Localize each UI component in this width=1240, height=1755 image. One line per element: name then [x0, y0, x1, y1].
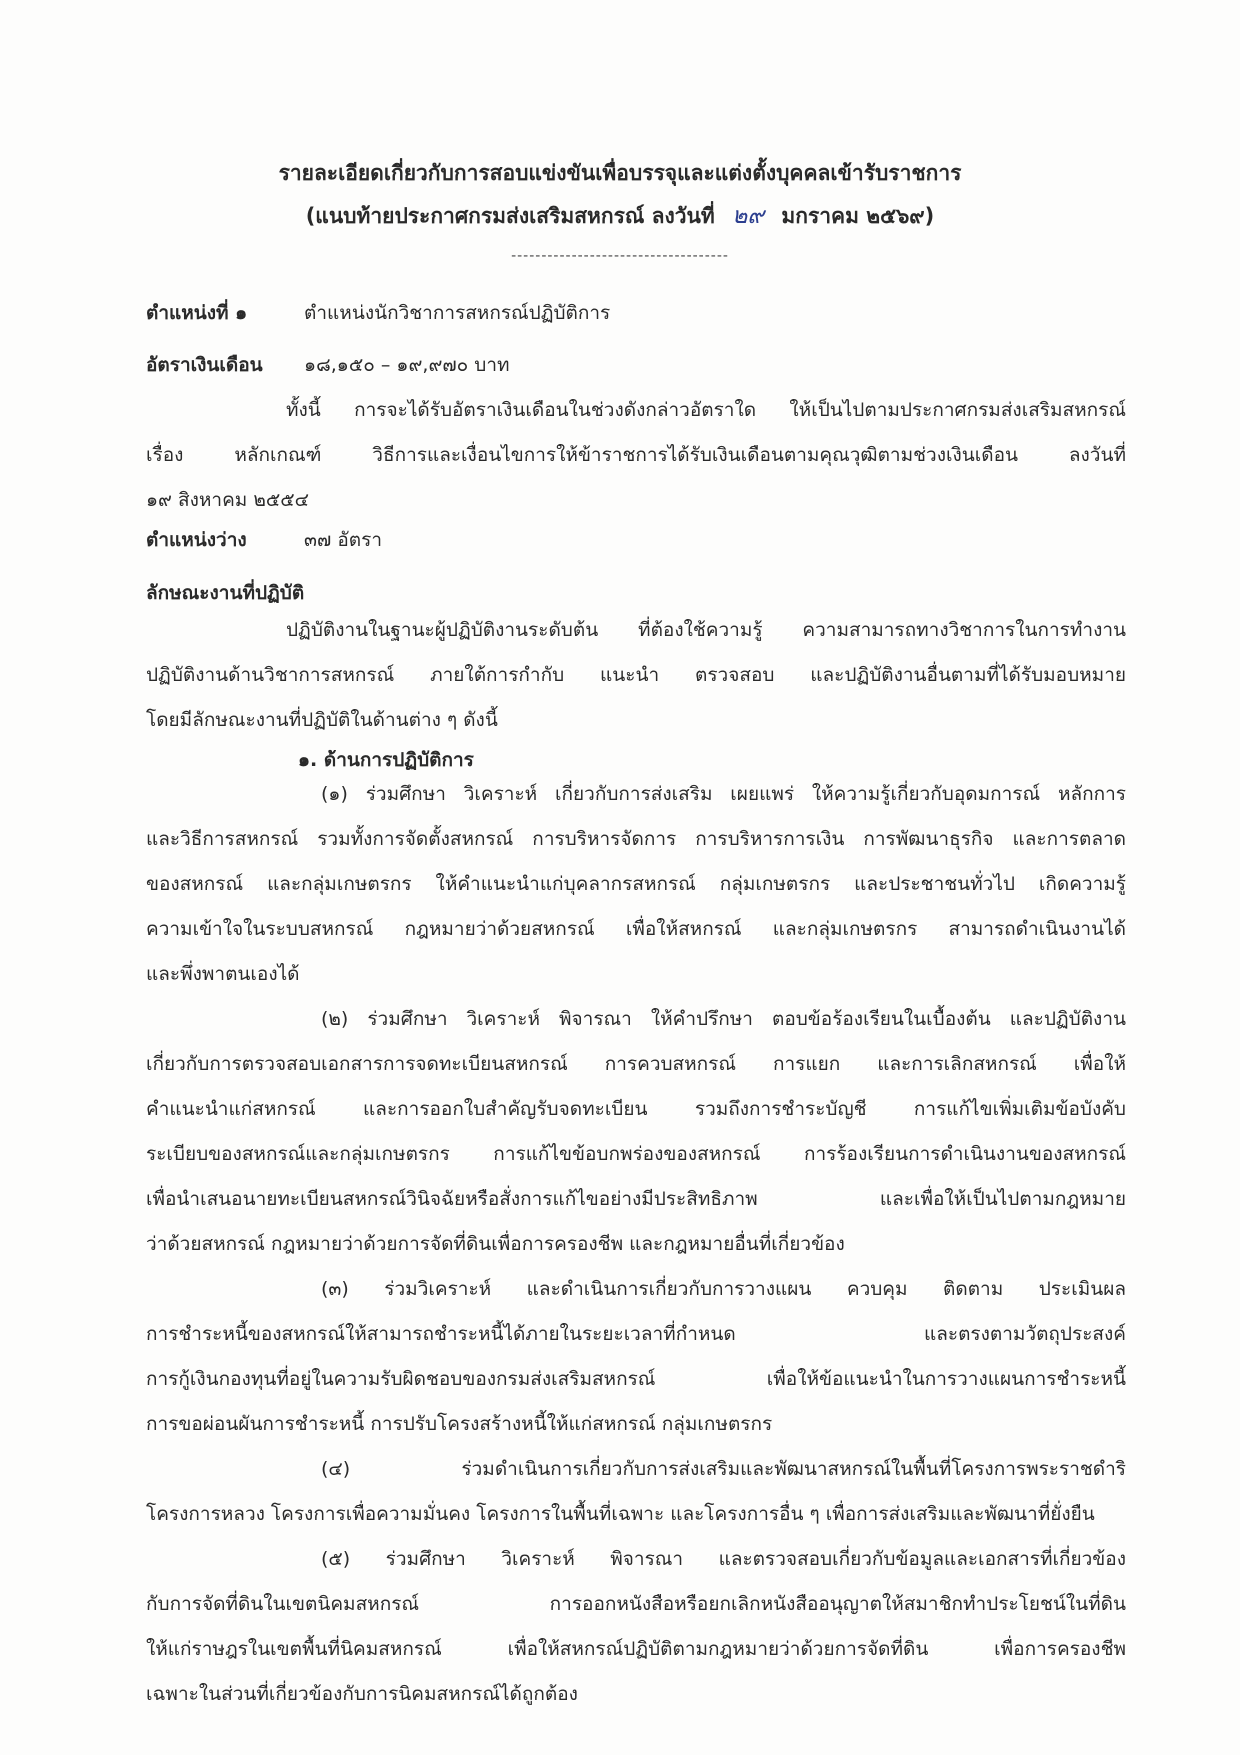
position-label: ตำแหน่งที่ ๑ — [146, 302, 248, 324]
duty-item-line: เพื่อนำเสนอนายทะเบียนสหกรณ์วินิจฉัยหรือสั่งการแก้ไขอย่างมีประสิทธิภาพ และเพื่อให้เป็นไปตามกฎหมาย — [146, 1188, 1126, 1210]
duty-item-line: (๓) ร่วมวิเคราะห์ และดำเนินการเกี่ยวกับการวางแผน ควบคุม ติดตาม ประเมินผล — [321, 1278, 1126, 1300]
duties-intro — [146, 608, 1126, 743]
position-value: ตำแหน่งนักวิชาการสหกรณ์ปฏิบัติการ — [304, 302, 611, 324]
salary-note-line: เรื่อง หลักเกณฑ์ วิธีการและเงื่อนไขการให้ข้าราชการได้รับเงินเดือนตามคุณวุฒิตามช่วงเงินเดือน ลงวันที่ — [146, 444, 1126, 466]
vacancy-row — [146, 525, 382, 555]
duty-item-line: (๕) ร่วมศึกษา วิเคราะห์ พิจารณา และตรวจสอบเกี่ยวกับข้อมูลและเอกสารที่เกี่ยวข้อง — [321, 1548, 1126, 1570]
duty-item-line: ระเบียบของสหกรณ์และกลุ่มเกษตรกร การแก้ไขข้อบกพร่องของสหกรณ์ การร้องเรียนการดำเนินงานของสหกรณ์ — [146, 1143, 1126, 1165]
salary-note-line: ทั้งนี้ การจะได้รับอัตราเงินเดือนในช่วงดังกล่าวอัตราใด ให้เป็นไปตามประกาศกรมส่งเสริมสหกรณ์ — [286, 399, 1126, 421]
duties-intro-line: ปฏิบัติงานด้านวิชาการสหกรณ์ ภายใต้การกำกับ แนะนำ ตรวจสอบ และปฏิบัติงานอื่นตามที่ได้รับมอบหมาย — [146, 664, 1126, 686]
duty-item-2 — [146, 997, 1126, 1267]
duty-item-line: การกู้เงินกองทุนที่อยู่ในความรับผิดชอบของกรมส่งเสริมสหกรณ์ เพื่อให้ข้อแนะนำในการวางแผนการชำระหนี้ — [146, 1368, 1126, 1390]
position-row — [146, 298, 610, 328]
document-title: รายละเอียดเกี่ยวกับการสอบแข่งขันเพื่อบรรจุและแต่งตั้งบุคคลเข้ารับราชการ — [278, 161, 962, 185]
duty-item-line: กับการจัดที่ดินในเขตนิคมสหกรณ์ การออกหนังสือหรือยกเลิกหนังสืออนุญาตให้สมาชิกทำประโยชน์ในที่ดิน — [146, 1593, 1126, 1615]
section1-heading: ๑. ด้านการปฏิบัติการ — [298, 749, 474, 771]
subtitle-prefix: (แนบท้ายประกาศกรมส่งเสริมสหกรณ์ ลงวันที่ — [305, 204, 715, 228]
duty-item-line: เฉพาะในส่วนที่เกี่ยวข้องกับการนิคมสหกรณ์ได้ถูกต้อง — [146, 1683, 578, 1705]
duty-item-line: การชำระหนี้ของสหกรณ์ให้สามารถชำระหนี้ได้ภายในระยะเวลาที่กำหนด และตรงตามวัตถุประสงค์ — [146, 1323, 1126, 1345]
duties-intro-line: โดยมีลักษณะงานที่ปฏิบัติในด้านต่าง ๆ ดังนี้ — [146, 709, 498, 731]
salary-note — [146, 388, 1126, 523]
salary-row — [146, 350, 510, 380]
handwritten-day: ๒๙ — [732, 203, 765, 229]
divider-line: ------------------------------------ — [511, 248, 729, 264]
vacancy-label: ตำแหน่งว่าง — [146, 529, 247, 551]
duty-item-line: และวิธีการสหกรณ์ รวมทั้งการจัดตั้งสหกรณ์ การบริหารจัดการ การบริหารการเงิน การพัฒนาธุรกิจ และการตลาด — [146, 828, 1126, 850]
duty-item-line: เกี่ยวกับการตรวจสอบเอกสารการจดทะเบียนสหกรณ์ การควบสหกรณ์ การแยก และการเลิกสหกรณ์ เพื่อให้ — [146, 1053, 1126, 1075]
duty-item-line: ว่าด้วยสหกรณ์ กฎหมายว่าด้วยการจัดที่ดินเพื่อการครองชีพ และกฎหมายอื่นที่เกี่ยวข้อง — [146, 1233, 845, 1255]
document-subtitle — [0, 198, 1240, 234]
duty-item-5 — [146, 1537, 1126, 1717]
subtitle-suffix: มกราคม ๒๕๖๙) — [781, 204, 935, 228]
duties-intro-line: ปฏิบัติงานในฐานะผู้ปฏิบัติงานระดับต้น ที่ต้องใช้ความรู้ ความสามารถทางวิชาการในการทำงาน — [286, 619, 1126, 641]
salary-value: ๑๘,๑๕๐ – ๑๙,๙๗๐ บาท — [304, 354, 510, 376]
duty-item-line: ให้แก่ราษฎรในเขตพื้นที่นิคมสหกรณ์ เพื่อให้สหกรณ์ปฏิบัติตามกฎหมายว่าด้วยการจัดที่ดิน เพื่อการครองชีพ — [146, 1638, 1126, 1660]
duty-item-line: (๔) ร่วมดำเนินการเกี่ยวกับการส่งเสริมและพัฒนาสหกรณ์ในพื้นที่โครงการพระราชดำริ — [321, 1458, 1126, 1480]
duty-item-line: (๑) ร่วมศึกษา วิเคราะห์ เกี่ยวกับการส่งเสริม เผยแพร่ ให้ความรู้เกี่ยวกับอุดมการณ์ หลักการ — [321, 783, 1126, 805]
duty-item-line: การขอผ่อนผันการชำระหนี้ การปรับโครงสร้างหนี้ให้แก่สหกรณ์ กลุ่มเกษตรกร — [146, 1413, 773, 1435]
duty-item-line: คำแนะนำแก่สหกรณ์ และการออกใบสำคัญรับจดทะเบียน รวมถึงการชำระบัญชี การแก้ไขเพิ่มเติมข้อบังคับ — [146, 1098, 1126, 1120]
duty-item-line: ของสหกรณ์ และกลุ่มเกษตรกร ให้คำแนะนำแก่บุคลากรสหกรณ์ กลุ่มเกษตรกร และประชาชนทั่วไป เกิดความรู้ — [146, 873, 1126, 895]
vacancy-value: ๓๗ อัตรา — [304, 529, 382, 551]
duty-item-line: และพึ่งพาตนเองได้ — [146, 963, 300, 985]
duty-item-1 — [146, 772, 1126, 997]
duty-item-4 — [146, 1447, 1126, 1537]
duty-item-line: ความเข้าใจในระบบสหกรณ์ กฎหมายว่าด้วยสหกรณ์ เพื่อให้สหกรณ์ และกลุ่มเกษตรกร สามารถดำเนินงานได้ — [146, 918, 1126, 940]
salary-note-line: ๑๙ สิงหาคม ๒๕๕๔ — [146, 489, 310, 511]
duties-heading: ลักษณะงานที่ปฏิบัติ — [146, 582, 305, 604]
duty-item-line: โครงการหลวง โครงการเพื่อความมั่นคง โครงการในพื้นที่เฉพาะ และโครงการอื่น ๆ เพื่อการส่งเสริมและพัฒนาที่ยั่งยืน — [146, 1503, 1095, 1525]
salary-label: อัตราเงินเดือน — [146, 354, 263, 376]
duty-item-line: (๒) ร่วมศึกษา วิเคราะห์ พิจารณา ให้คำปรึกษา ตอบข้อร้องเรียนในเบื้องต้น และปฏิบัติงาน — [321, 1008, 1126, 1030]
duty-item-3 — [146, 1267, 1126, 1447]
